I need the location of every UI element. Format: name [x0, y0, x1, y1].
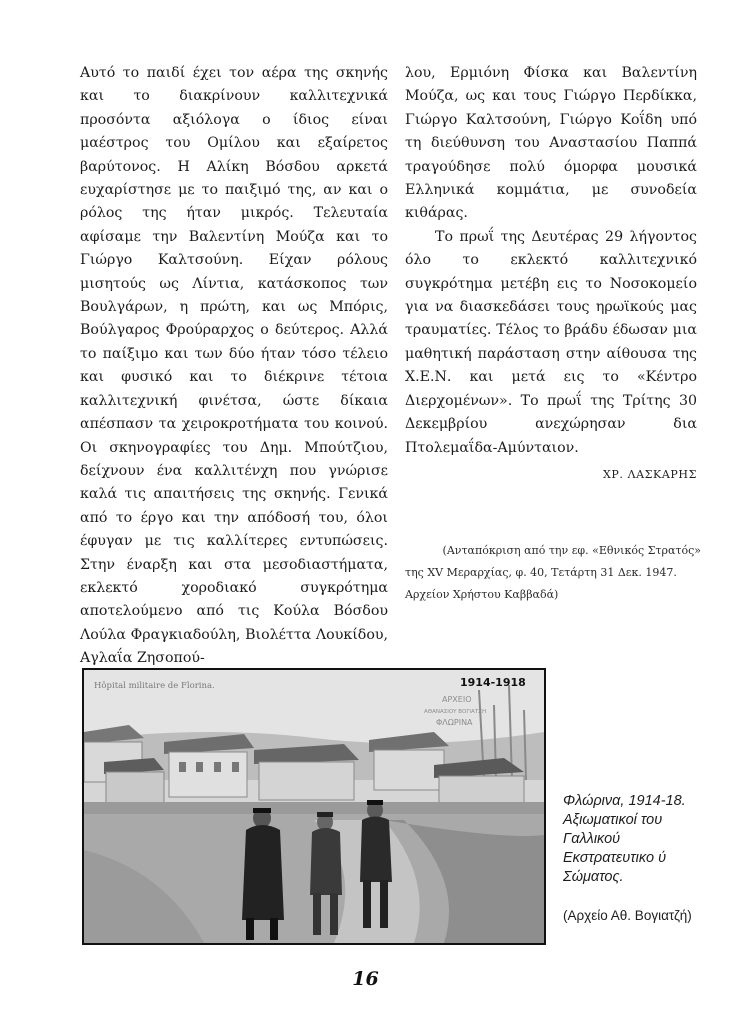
svg-text:ΑΡΧΕΙΟ: ΑΡΧΕΙΟ — [442, 695, 472, 704]
author-signature: ΧΡ. ΛΑΣΚΑΡΗΣ — [602, 468, 697, 481]
svg-text:ΑΘΑΝΑΣΙΟΥ ΒΟΓΙΑΤΖΗ: ΑΘΑΝΑΣΙΟΥ ΒΟΓΙΑΤΖΗ — [424, 709, 487, 715]
svg-text:ΦΛΩΡΙΝΑ: ΦΛΩΡΙΝΑ — [436, 718, 473, 727]
source-line: (Ανταπόκριση από την εφ. «Εθνικός Στρατός» — [442, 544, 701, 557]
postcard-caption: Hôpital militaire de Florina. — [94, 681, 215, 691]
text-column-right — [405, 62, 697, 460]
paragraph: Το πρωΐ της Δευτέρας 29 λήγοντος όλο το εκλεκτό καλλιτεχνικό συγκρότημα μετέβη εις το Νοσοκομείο για να διασκεδάσει τους ηρωϊκούς μας τραυματίες. Τέλος το βράδυ έδωσαν μια μαθητική παράσταση στην αίθουσα της Χ.Ε.Ν. και μετά εις το «Κέντρο Διερχομένων». Το πρωΐ της Τρίτης 30 Δεκεμβρίου ανεχώρησαν δια Πτολεμαΐδα-Αμύνταιον. — [405, 228, 697, 456]
photo-scene — [84, 670, 544, 943]
page-number: 16 — [352, 968, 379, 990]
year-stamp: 1914-1918 — [460, 676, 526, 689]
historical-photo — [82, 668, 546, 945]
source-note — [405, 540, 701, 606]
photo-caption: Φλώρινα, 1914-18. Αξιωματικοί του Γαλλικού Εκστρατευτικο ύ Σώματος. — [563, 793, 686, 885]
paragraph: λου, Ερμιόνη Φίσκα και Βαλεντίνη Μούζα, ως και τους Γιώργο Περδίκκα, Γιώργο Καλτσούνη, Γιώργο Κοΐδη υπό τη διεύθυνση του Αναστασίου Παππά τραγούδησε πολύ όμορφα μουσικά Ελληνικά κομμάτια, με συνοδεία κιθάρας. — [405, 65, 697, 222]
paragraph: Αυτό το παιδί έχει τον αέρα της σκηνής και το διακρίνουν καλλιτεχνικά προσόντα αξιόλογα ο ίδιος είναι μαέστρος του Ομίλου και εξαίρετος βαρύτονος. Η Αλίκη Βόσδου αρκετά ευχαρίστησε με το παιξιμό της, αν και ο ρόλος της ήταν μικρός. Τελευταία αφίσαμε την Βαλεντίνη Μούζα και το Γιώργο Καλτσούνη. Είχαν ρόλους μισητούς ως Λίντια, κατάσκοπος των Βουλγάρων, η πρώτη, και ως Μπόρις, Βούλγαρος Φρούραρχος ο δεύτερος. Αλλά το παίξιμο και των δύο ήταν τόσο τέλειο και φυσικό και το διέκρινε τέτοια καλλιτεχνική φινέτσα, ώστε δίκαια απέσπασν τα χειροκροτήματα του κοινού. Οι σκηνογραφίες του Δημ. Μπούτζιου, δείχνουν ένα καλλιτένχη που γνώρισε καλά τις απαιτήσεις της σκηνής. Γενικά από το έργο και την απόδοσή του, όλοι έφυγαν με τις καλλίτερες εντυπώσεις. Στην έναρξη και στα μεσοδιαστήματα, εκλεκτό χοροδιακό συγκρότημα αποτελούμενο από τις Κούλα Βόσδου Λούλα Φραγκιαδούλη, Βιολέττα Λουκίδου, Αγλαΐα Ζησοπού- — [80, 65, 388, 667]
text-column-left — [80, 62, 388, 671]
source-line: της XV Μεραρχίας, φ. 40, Τετάρτη 31 Δεκ. 1947. — [405, 566, 677, 579]
photo-credit: (Αρχείο Αθ. Βογιατζή) — [563, 908, 692, 923]
source-line: Αρχείον Χρήστου Καββαδά) — [405, 588, 559, 601]
